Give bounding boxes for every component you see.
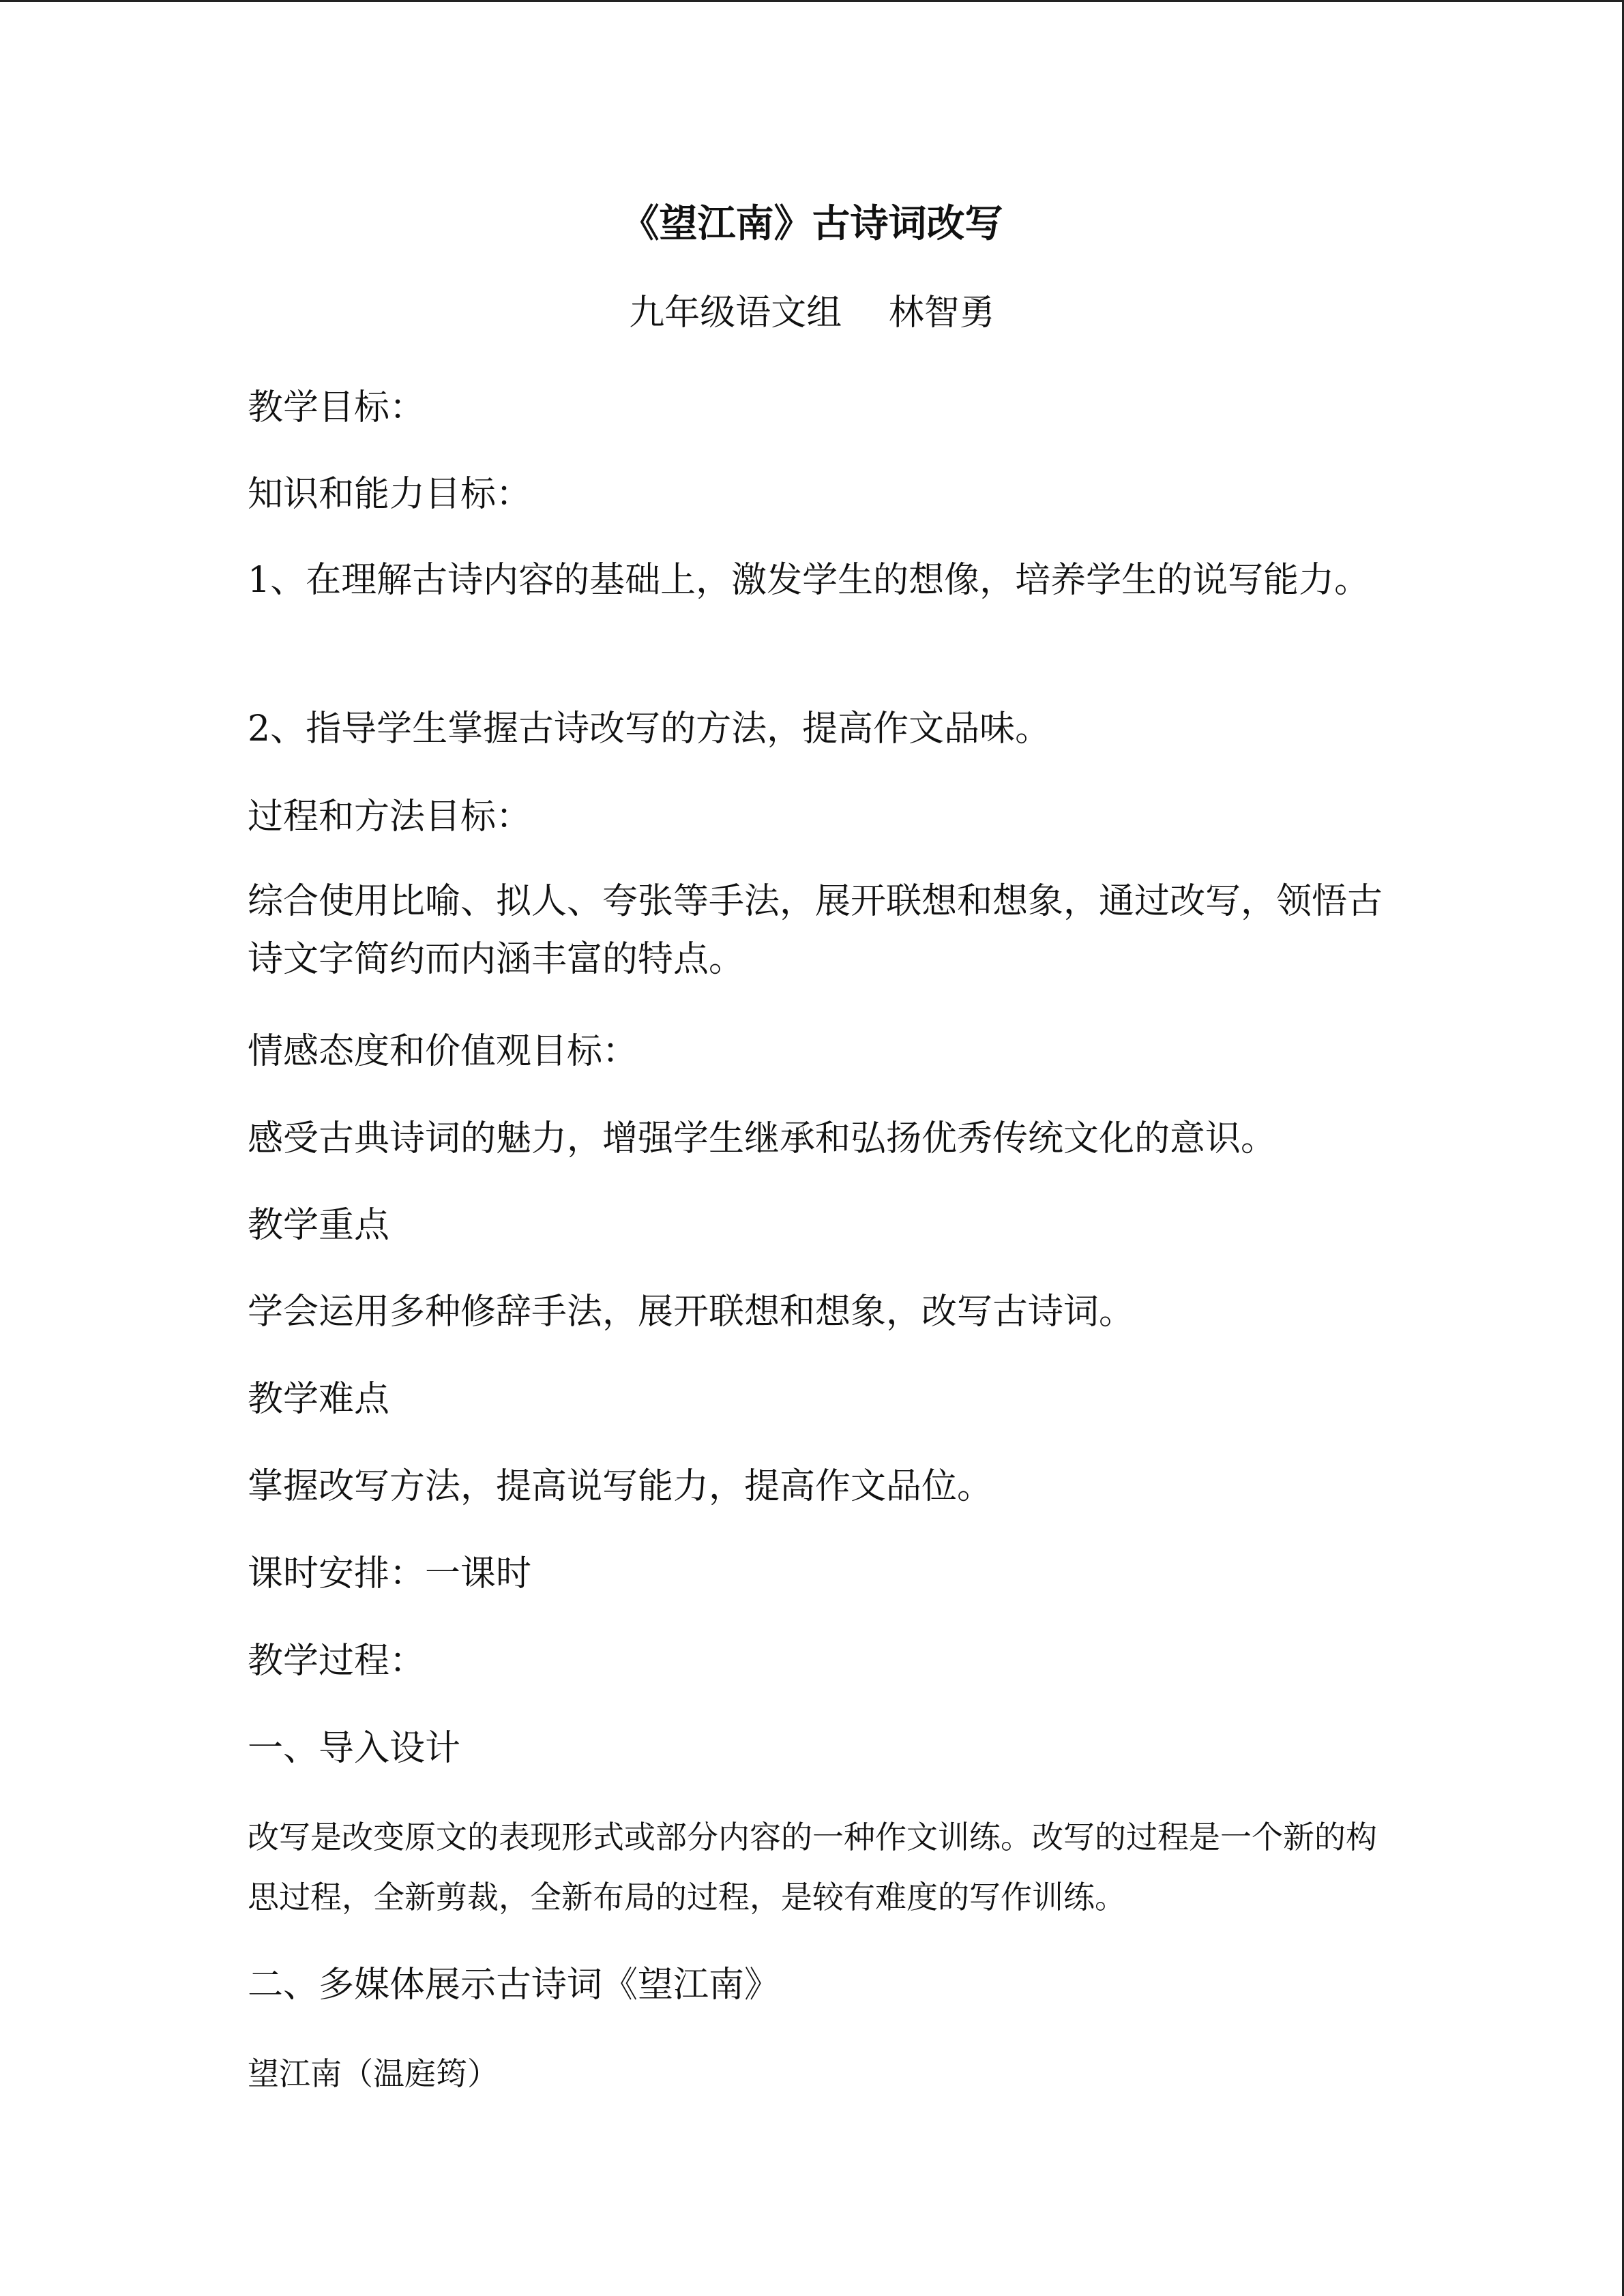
document-title: 《望江南》古诗词改写 [621,201,1003,246]
step-one-heading: 一、导入设计 [248,1728,461,1769]
subheading-emotion-goals: 情感态度和价值观目标： [248,1031,638,1072]
key-points-paragraph: 学会运用多种修辞手法，展开联想和想象，改写古诗词。 [248,1292,1135,1332]
difficulties-paragraph: 掌握改写方法，提高说写能力，提高作文品位。 [248,1466,993,1507]
heading-difficulties: 教学难点 [248,1379,390,1420]
emotion-goal-paragraph: 感受古典诗词的魅力，增强学生继承和弘扬优秀传统文化的意识。 [248,1118,1277,1159]
schedule-line: 课时安排：一课时 [248,1553,532,1594]
goal-item-1: 1、在理解古诗内容的基础上，激发学生的想像，培养学生的说写能力。 [248,560,1370,601]
process-goal-paragraph: 综合使用比喻、拟人、夸张等手法，展开联想和想象，通过改写，领悟古诗文字简约而内涵丰富的特点。 [248,881,1383,980]
heading-key-points: 教学重点 [248,1205,390,1246]
poem-title-line: 望江南（温庭筠） [248,2055,499,2092]
step-one-paragraph: 改写是改变原文的表现形式或部分内容的一种作文训练。改写的过程是一个新的构思过程，全新剪裁，全新布局的过程，是较有难度的写作训练。 [248,1819,1377,1915]
subheading-knowledge-goals: 知识和能力目标： [248,474,532,515]
goal-item-2: 2、指导学生掌握古诗改写的方法，提高作文品味。 [248,709,1051,749]
step-two-heading: 二、多媒体展示古诗词《望江南》 [248,1965,780,2006]
author-line: 九年级语文组 林智勇 [629,293,995,333]
heading-teaching-process: 教学过程： [248,1641,426,1682]
subheading-process-goals: 过程和方法目标： [248,796,532,837]
section-heading-teaching-goals: 教学目标： [248,387,426,428]
